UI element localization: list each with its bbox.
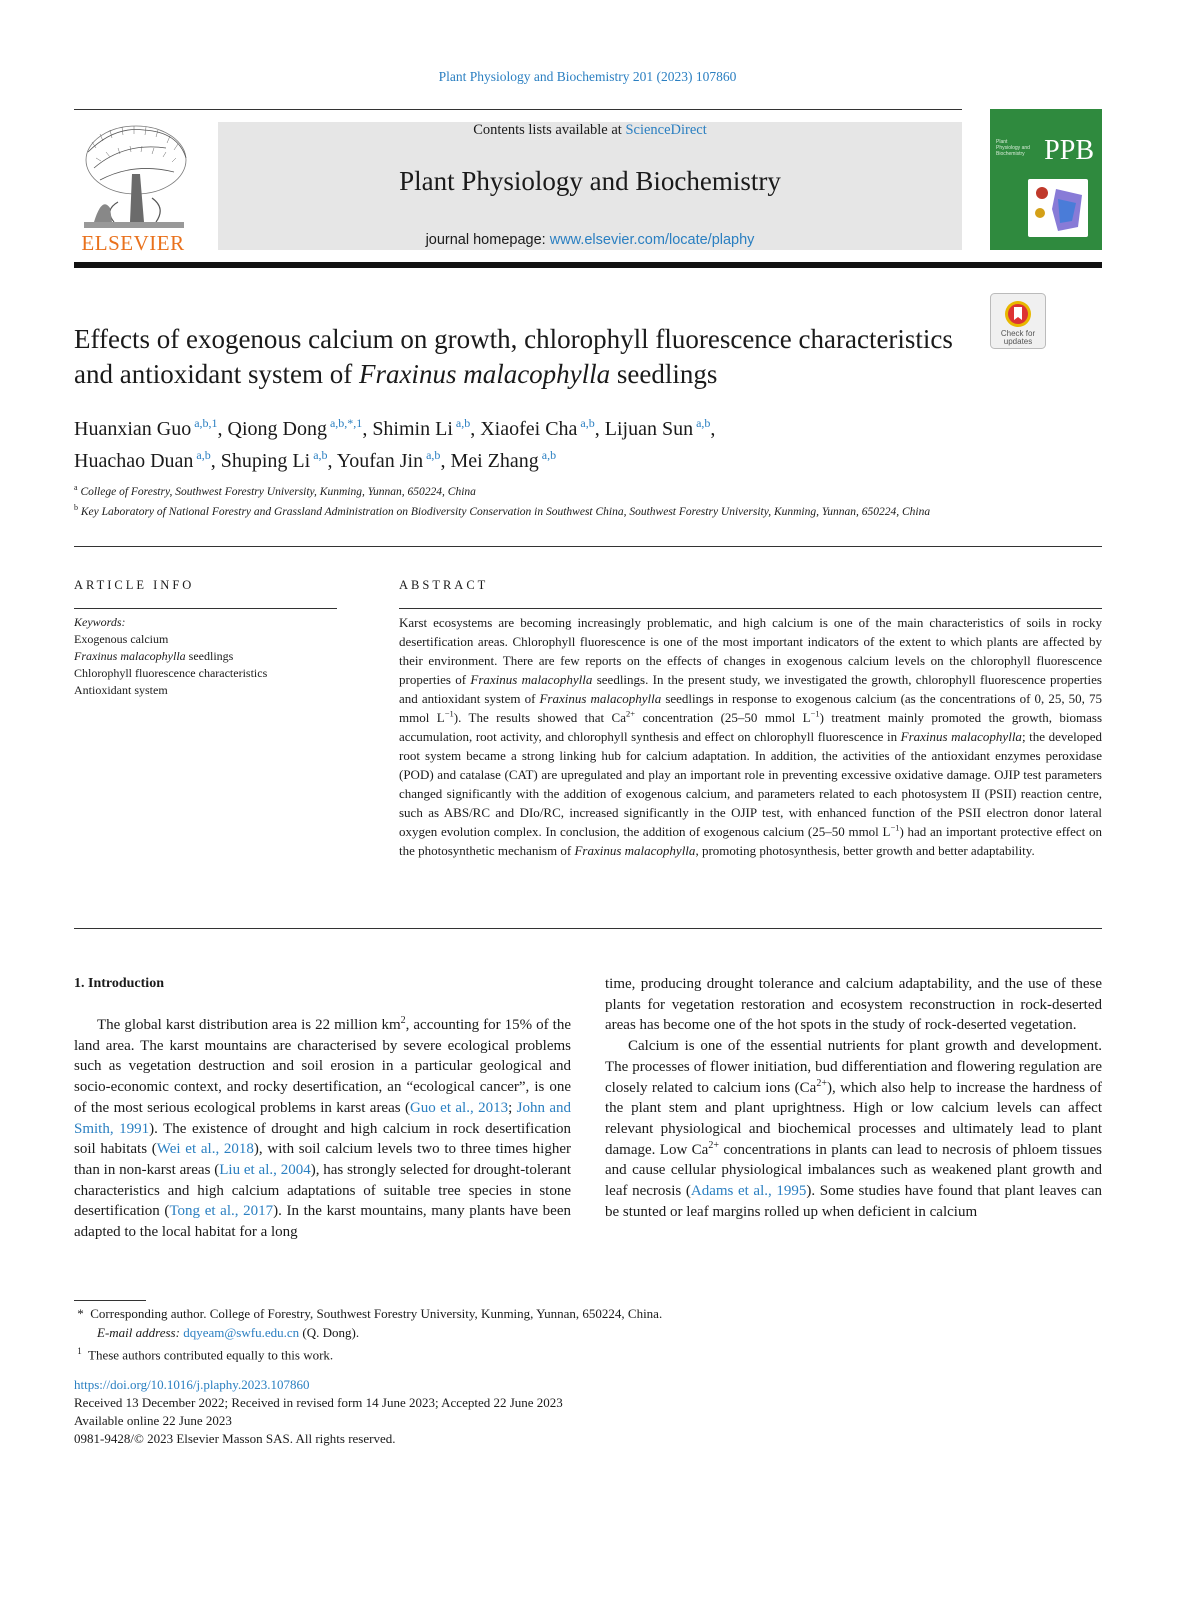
author-affiliation-marker[interactable]: a,b: [423, 448, 441, 462]
abstract-end-rule: [74, 928, 1102, 929]
keyword: Fraxinus malacophylla seedlings: [74, 649, 234, 663]
contents-prefix: Contents lists available at: [473, 122, 626, 138]
footnote-equal: $^1$ These authors contributed equally to this work.: [77, 1346, 334, 1363]
elsevier-wordmark: ELSEVIER: [81, 231, 185, 255]
cover-art-icon: [1028, 179, 1088, 237]
citation-link[interactable]: Guo et al., 2013: [409, 1099, 509, 1116]
homepage-line: [218, 232, 962, 248]
intro-paragraph-1-cont: time, producing drought tolerance and calcium adaptability, and the use of these plants for vegetation restoration and ecosystem reconstruction in rock-deserted areas has become one of the hot spots in the study of rock-deserted vegetation.: [605, 976, 1102, 1034]
homepage-link[interactable]: www.elsevier.com/locate/plaphy: [549, 232, 755, 248]
check-for-updates-icon[interactable]: [990, 293, 1046, 349]
crossmark-line2: updates: [1003, 337, 1033, 346]
author-affiliation-marker[interactable]: a,b,*,1: [326, 416, 363, 430]
journal-masthead: [218, 122, 962, 250]
email-link[interactable]: dqyeam@swfu.edu.cn: [183, 1325, 300, 1340]
author-affiliation-marker[interactable]: a,b,1: [191, 416, 218, 430]
abstract-rule: [399, 608, 1102, 609]
keywords-label: Keywords:: [74, 615, 126, 629]
title-end: seedlings: [610, 359, 718, 389]
keyword: Antioxidant system: [74, 683, 168, 697]
article-history: [74, 1376, 974, 1448]
author-affiliation-marker[interactable]: a,b: [193, 448, 211, 462]
author-name[interactable]: Huachao Duan: [74, 450, 194, 472]
citation-link[interactable]: Liu et al., 2004: [219, 1161, 311, 1178]
journal-title: Plant Physiology and Biochemistry: [399, 166, 781, 196]
author-affiliation-marker[interactable]: a,b: [577, 416, 595, 430]
received-dates: Received 13 December 2022; Received in revised form 14 June 2023; Accepted 22 June 2023: [74, 1395, 563, 1410]
cover-illustration: [1028, 179, 1088, 237]
doi-link[interactable]: https://doi.org/10.1016/j.plaphy.2023.107860: [74, 1377, 310, 1392]
available-online: Available online 22 June 2023: [74, 1413, 232, 1428]
section-heading-introduction: 1. Introduction: [74, 976, 164, 991]
cover-abbrev: PPB: [1044, 135, 1094, 166]
title-species: Fraxinus malacophylla: [358, 359, 611, 389]
author-name[interactable]: Qiong Dong: [227, 418, 327, 440]
abstract-heading: ABSTRACT: [399, 578, 489, 592]
sciencedirect-link[interactable]: ScienceDirect: [625, 122, 707, 138]
citation-link[interactable]: Wei et al., 2018: [156, 1141, 254, 1158]
footnote-corresponding: * Corresponding author. College of Forestry, Southwest Forestry University, Kunming, Yunnan, 650224, China.: [74, 1306, 663, 1321]
author-affiliation-marker[interactable]: a,b: [452, 416, 471, 430]
contents-line: [218, 122, 962, 139]
author-affiliation-marker[interactable]: a,b: [693, 416, 711, 430]
keywords-block: [74, 614, 337, 699]
running-head[interactable]: Plant Physiology and Biochemistry 201 (2023) 107860: [438, 69, 737, 84]
author-name[interactable]: Shuping Li: [220, 450, 311, 472]
author-name[interactable]: Huanxian Guo: [74, 418, 192, 440]
author-name[interactable]: Lijuan Sun: [604, 418, 694, 440]
header-rule: [74, 109, 962, 110]
author-name[interactable]: Mei Zhang: [450, 450, 539, 472]
footnote-email: E-mail address: dqyeam@swfu.edu.cn (Q. Dong).: [97, 1325, 360, 1340]
keyword: Chlorophyll fluorescence characteristics: [74, 666, 268, 680]
author-name[interactable]: Shimin Li: [372, 418, 453, 440]
copyright: 0981-9428/© 2023 Elsevier Masson SAS. All rights reserved.: [74, 1431, 396, 1446]
citation-link[interactable]: Adams et al., 1995: [690, 1183, 807, 1200]
footnote-rule: [74, 1300, 146, 1301]
homepage-prefix: journal homepage:: [425, 232, 550, 248]
article-info-heading: ARTICLE INFO: [74, 578, 195, 592]
intro-paragraph-2: Calcium is one of the essential nutrients for plant growth and development. The processes of flower initiation, bud differentiation and flowering regulation are closely related to calcium ions $(Ca^{2+})$, which also help to increase the hardness of the plant stem and plant uprightness. High or low calcium levels can affect relevant physiological and biochemical processes and ultimately lead to plant damage. Low $Ca^{2+}$ concentrations in plants can lead to necrosis of phloem tissues and cause cellular physiological imbalances such as weakened plant growth and leaf necrosis (Adams et al., 1995). Some studies have found that plant leaves can be stunted or leaf margins rolled up when deficient in calcium: [605, 1038, 1102, 1220]
footnotes: [74, 1304, 974, 1364]
abstract-text: Karst ecosystems are becoming increasingly problematic, and high calcium is one of the main characteristics of soils in rocky desertification areas. Chlorophyll fluorescence is one of the most important indicators of the extent to which plants are affected by their environment. There are few reports on the effects of changes in exogenous calcium levels on the chlorophyll fluorescence properties of Fraxinus malacophylla seedlings. In the present study, we investigated the growth, chlorophyll fluorescence properties and antioxidant system of Fraxinus malacophylla seedlings in response to exogenous calcium (as the concentrations of 0, 25, 50, 75 mmol $L^{-1}$). The results showed that $Ca^{2+}$ concentration (25–50 mmol $L^{-1}$) treatment mainly promoted the growth, biomass accumulation, root activity, and chlorophyll synthesis and effect on chlorophyll fluorescence in Fraxinus malacophylla; the developed root system became a strong linking hub for calcium adaptation. In addition, the activities of the antioxidant enzymes peroxidase (POD) and catalase (CAT) are upregulated and play an important role in preventing excessive oxidative damage. OJIP test parameters changed significantly with the addition of exogenous calcium, and parameters related to each photosystem II (PSII) reaction centre, such as ABS/RC and DIo/RC, increased significantly in the OJIP test, with enhanced function of the PSII electron donor lateral oxygen evolution complex. In conclusion, the addition of exogenous calcium (25–50 mmol $L^{-1}$) had an important protective effect on the photosynthetic mechanism of Fraxinus malacophylla, promoting photosynthesis, better growth and better adaptability.: [399, 615, 1103, 858]
keyword: Exogenous calcium: [74, 632, 169, 646]
citation-link[interactable]: John and Smith, 1991: [74, 1099, 572, 1137]
journal-cover[interactable]: [990, 109, 1102, 250]
article-title: [74, 322, 974, 392]
affiliation-b: $^b$ Key Laboratory of National Forestry and Grassland Administration on Biodiversity Conservation in Southwest China, Southwest Forestry University, Kunming, Yunnan, 650224, China: [74, 502, 931, 518]
author-name[interactable]: Youfan Jin: [336, 450, 424, 472]
title-text: Effects of exogenous calcium on growth, chlorophyll fluorescence characteristics and antioxidant system of: [74, 324, 953, 389]
intro-paragraph-1: The global karst distribution area is 22 million $km^2$, accounting for 15% of the land area. The karst mountains are characterised by severe ecological problems such as vegetation destruction and soil erosion in a particular geological and socio-economic context, and rocky desertification, an “ecological cancer”, is one of the most serious ecological problems in karst areas (Guo et al., 2013; John and Smith, 1991). The existence of drought and high calcium in rock desertification soil habitats (Wei et al., 2018), with soil calcium levels two to three times higher than in non-karst areas (Liu et al., 2004), has strongly selected for drought-tolerant characteristics and high calcium adaptations of suitable tree species in stone desertification (Tong et al., 2017). In the karst mountains, many plants have been adapted to the local habitat for a long: [74, 1015, 572, 1241]
author-list: Huanxian Guo $^{a,b,1}$, Qiong Dong $^{a,b,*,1}$, Shimin Li $^{a,b}$, Xiaofei Cha $^{a,b}$, Lijuan Sun $^{a,b}$, Huachao Duan $^{a,b}$, Shuping Li $^{a,b}$, Youfan Jin $^{a,b}$, Mei Zhang $^{a,b}$: [74, 416, 716, 472]
author-affiliation-marker[interactable]: a,b: [310, 448, 328, 462]
crossmark-line1: Check for: [1000, 329, 1036, 338]
citation-link[interactable]: Tong et al., 2017: [169, 1203, 274, 1220]
intro-right-column: [605, 974, 1102, 1222]
masthead-rule: [74, 262, 1102, 268]
article-info-rule: [74, 608, 337, 609]
cover-small-title: Plant Physiology and Biochemistry: [996, 139, 1030, 157]
info-rule: [74, 546, 1102, 547]
affiliations: [74, 480, 974, 520]
affiliation-a: $^a$ College of Forestry, Southwest Forestry University, Kunming, Yunnan, 650224, China: [74, 483, 476, 498]
author-name[interactable]: Xiaofei Cha: [480, 418, 578, 440]
author-affiliation-marker[interactable]: a,b: [538, 448, 557, 462]
